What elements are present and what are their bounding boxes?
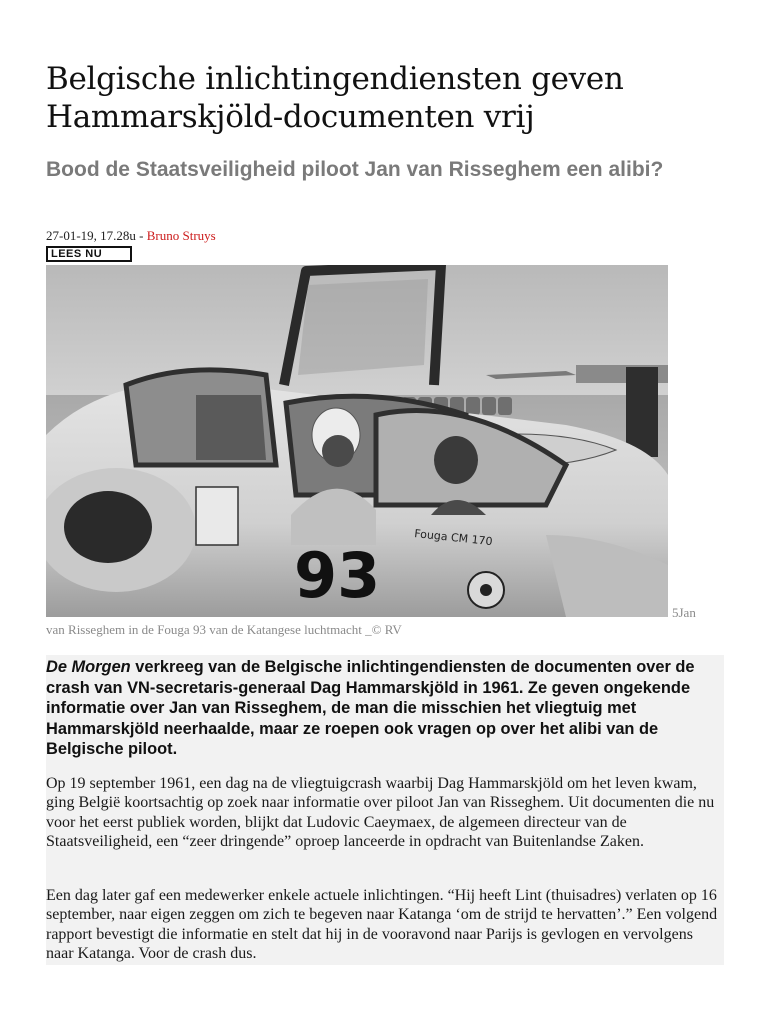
publish-date: 27-01-19, 17.28u xyxy=(46,228,136,243)
photo-caption: van Risseghem in de Fouga 93 van de Katangese luchtmacht _© RV xyxy=(46,622,402,637)
article-body xyxy=(46,655,724,965)
article-headline: Belgische inlichtingendiensten geven Hammarskjöld-documenten vrij xyxy=(46,61,624,135)
article-intro xyxy=(46,657,722,760)
article-subheadline: Bood de Staatsveiligheid piloot Jan van Risseghem een alibi? xyxy=(46,158,664,181)
article-paragraph: Op 19 september 1961, een dag na de vliegtuigcrash waarbij Dag Hammarskjöld om het leven kwam, ging België koortsachtig op zoek naar informatie over piloot Jan van Risseghem. Uit documenten die nu voor het eerst publiek worden, blijkt dat Ludovic Caeymaex, de algemeen directeur van de Staatsveiligheid, een “zeer dringende” oproep lanceerde in opdracht van Buitenlandse Zaken. xyxy=(46,775,715,850)
intro-source: De Morgen xyxy=(46,658,131,676)
aircraft-number: 93 xyxy=(294,539,381,612)
article-paragraph: Een dag later gaf een medewerker enkele actuele inlichtingen. “Hij heeft Lint (thuisadres) verlaten op 16 september, naar eigen zeggen om zich te begeven naar Katanga ‘om de strijd te hervatten’.” Een volgend rapport bevestigt die informatie en stelt dat hij in de vooravond naar Parijs is gevlogen en vervolgens naar Katanga. Voor de crash dus. xyxy=(46,887,718,962)
read-now-button[interactable]: LEES NU xyxy=(46,246,132,262)
article-meta xyxy=(46,228,216,244)
meta-separator: - xyxy=(135,228,147,243)
author-link[interactable]: Bruno Struys xyxy=(146,228,216,243)
aircraft-label: Fouga CM 170 xyxy=(413,527,494,549)
photo-number: 5Jan xyxy=(672,605,696,620)
jet-cockpit-photo xyxy=(46,265,668,617)
article-photo xyxy=(46,265,668,617)
intro-text: verkreeg van de Belgische inlichtingendiensten de documenten over de crash van VN-secretaris-generaal Dag Hammarskjöld in 1961. Ze geven ongekende informatie over Jan van Risseghem, de man die misschien het vliegtuig met Hammarskjöld neerhaalde, maar ze roepen ook vragen op over het alibi van de Belgische piloot. xyxy=(46,658,695,759)
